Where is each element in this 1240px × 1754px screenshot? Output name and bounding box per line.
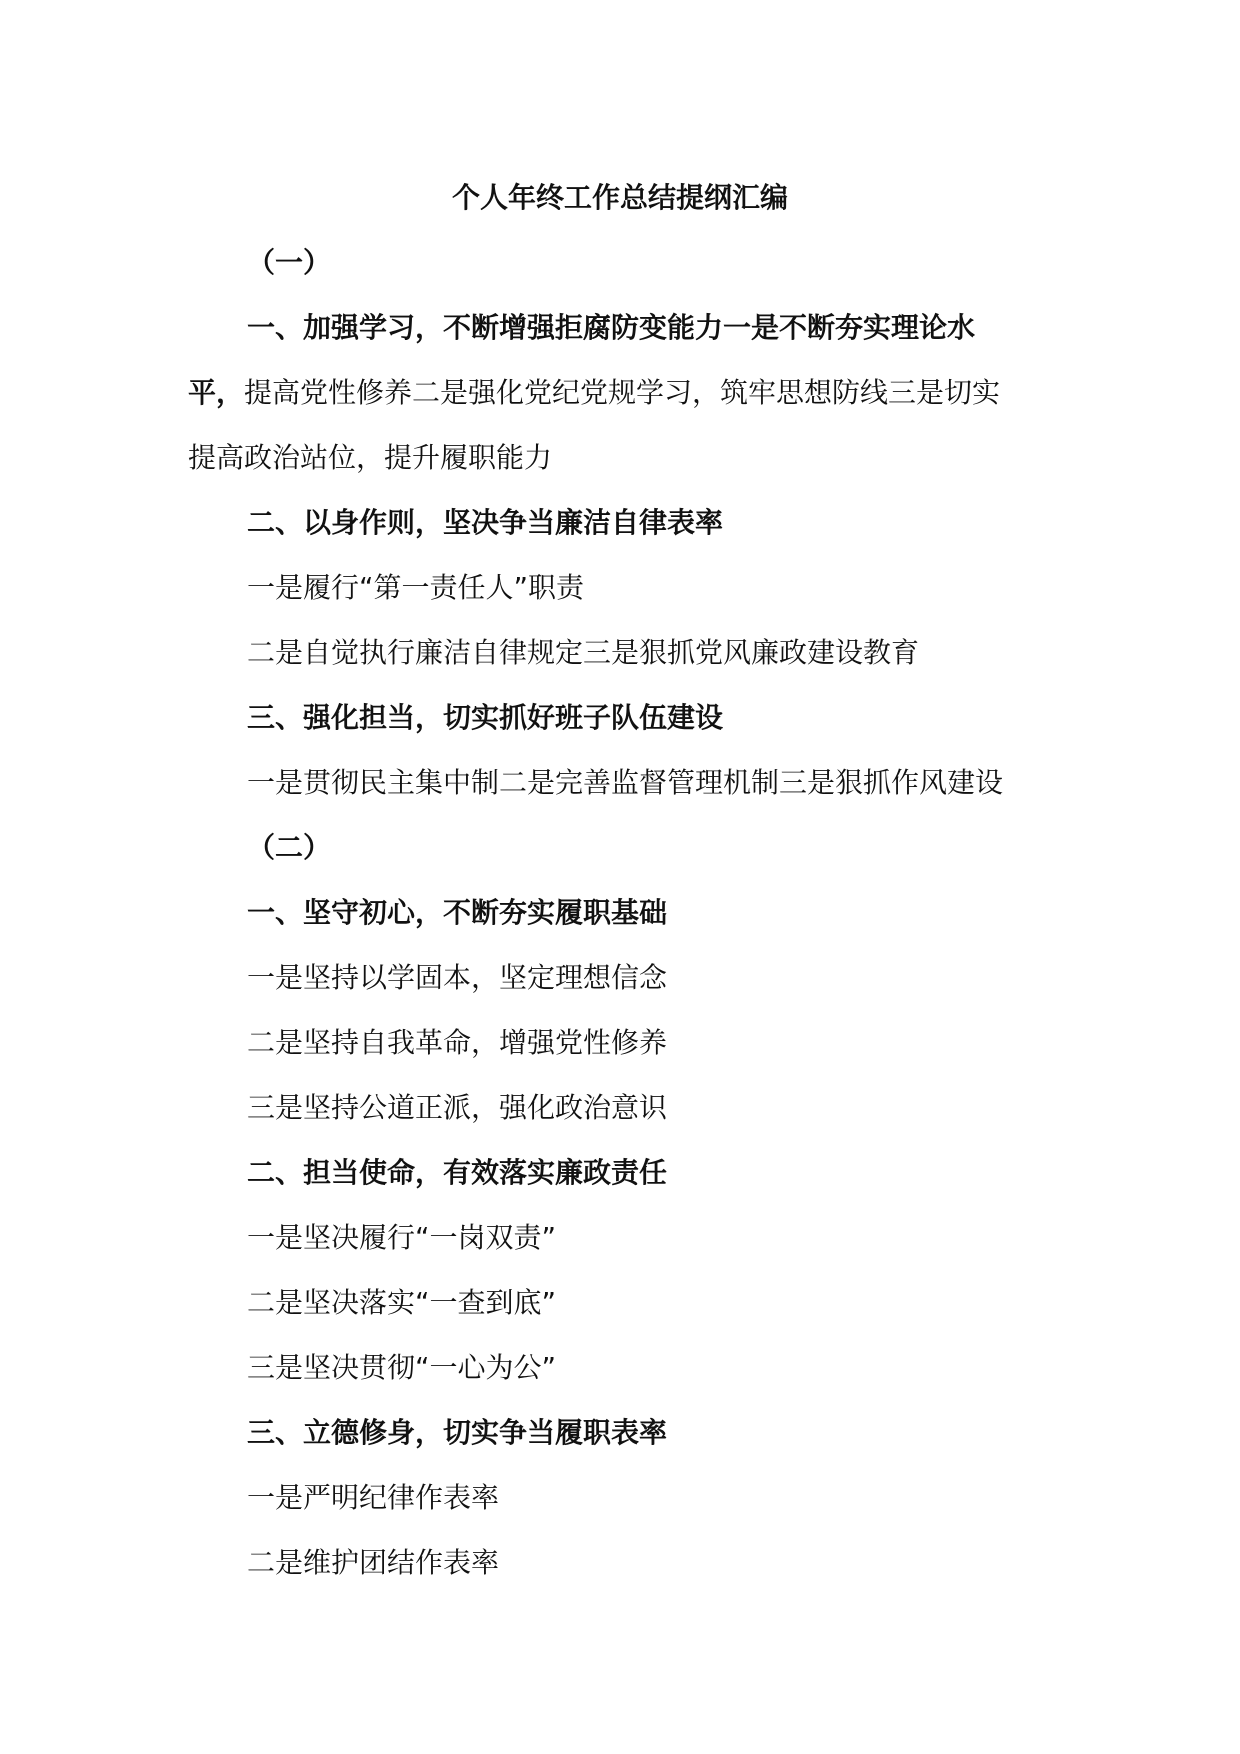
- section-heading: 一、加强学习，不断增强拒腐防变能力一是不断夯实理论水: [247, 311, 976, 344]
- heading-continuation: 平，: [188, 376, 245, 409]
- list-item: 一是贯彻民主集中制二是完善监督管理机制三是狠抓作风建设: [247, 766, 1004, 799]
- list-item: 三是坚决贯彻“一心为公”: [247, 1351, 557, 1384]
- list-item: 三是坚持公道正派，强化政治意识: [247, 1091, 668, 1124]
- list-item: 一是履行“第一责任人”职责: [247, 571, 585, 604]
- part-label-1: （一）: [247, 246, 332, 279]
- paragraph-line: [188, 373, 1000, 413]
- section-heading: 二、担当使命，有效落实廉政责任: [247, 1156, 668, 1189]
- section-heading: 三、强化担当，切实抓好班子队伍建设: [247, 701, 724, 734]
- part-label-2: （二）: [247, 831, 332, 864]
- list-item: 一是严明纪律作表率: [247, 1481, 500, 1514]
- section-heading: 二、以身作则，坚决争当廉洁自律表率: [247, 506, 724, 539]
- section-heading: 三、立德修身，切实争当履职表率: [247, 1416, 668, 1449]
- list-item: 二是自觉执行廉洁自律规定三是狠抓党风廉政建设教育: [247, 636, 920, 669]
- section-heading: 一、坚守初心，不断夯实履职基础: [247, 896, 668, 929]
- list-item: 一是坚持以学固本，坚定理想信念: [247, 961, 668, 994]
- list-item: 二是坚决落实“一查到底”: [247, 1286, 557, 1319]
- document-title: 个人年终工作总结提纲汇编: [451, 181, 788, 214]
- list-item: 一是坚决履行“一岗双责”: [247, 1221, 557, 1254]
- paragraph-line: 提高政治站位，提升履职能力: [188, 441, 553, 474]
- list-item: 二是坚持自我革命，增强党性修养: [247, 1026, 668, 1059]
- paragraph-text: 提高党性修养二是强化党纪党规学习，筑牢思想防线三是切实: [244, 376, 1001, 409]
- list-item: 二是维护团结作表率: [247, 1546, 500, 1579]
